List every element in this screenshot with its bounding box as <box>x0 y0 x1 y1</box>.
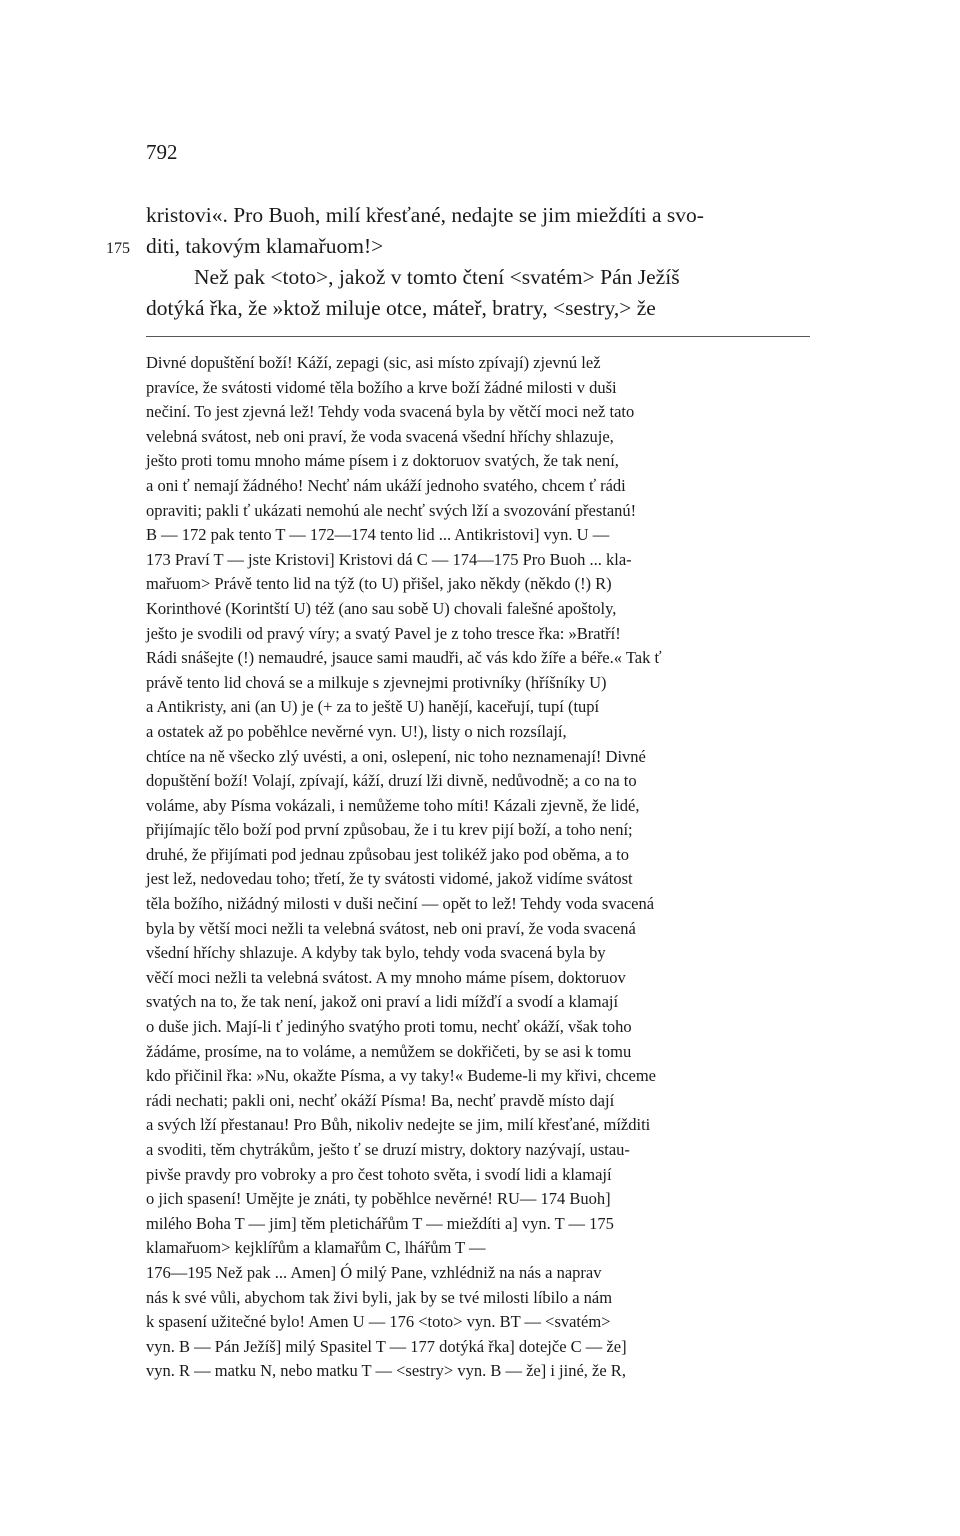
note-line: vyn. R — matku N, nebo matku T — <sestry> vyn. B — že] i jiné, že R, <box>146 1361 626 1381</box>
note-line: B — 172 pak tento T — 172—174 tento lid ... Antikristovi] vyn. U — <box>146 525 610 545</box>
main-text-line-content: diti, takovým klamařuom!> <box>146 234 384 258</box>
note-line: všední hříchy shlazuje. A kdyby tak bylo, tehdy voda svacená byla by <box>146 943 606 963</box>
note-line: o jich spasení! Umějte je znáti, ty poběhlce nevěrné! RU— 174 Buoh] <box>146 1189 611 1209</box>
note-line: Korinthové (Korintští U) též (ano sau sobě U) chovali falešné apoštoly, <box>146 598 617 618</box>
note-line: milého Boha T — jim] těm pletichářům T — mieždíti a] vyn. T — 175 <box>146 1213 614 1233</box>
note-line: voláme, aby Písma vokázali, i nemůžeme toho míti! Kázali zjevně, že lidé, <box>146 795 640 815</box>
note-line: Rádi snášejte (!) nemaudré, jsauce sami maudři, ač vás kdo žíře a béře.« Tak ť <box>146 648 662 668</box>
note-line: nečiní. To jest zjevná lež! Tehdy voda svacená byla by větčí moci než tato <box>146 402 635 422</box>
note-line: ješto je svodili od pravý víry; a svatý Pavel je z toho tresce řka: »Bratří! <box>146 623 621 643</box>
note-line: žádáme, prosíme, na to voláme, a nemůžem se dokřičeti, by se asi k tomu <box>146 1041 632 1061</box>
apparatus-notes <box>146 351 810 1384</box>
main-text-line: kristovi«. Pro Buoh, milí křesťané, nedajte se jim mieždíti a svo- <box>146 203 704 227</box>
note-line: dopuštění boží! Volají, zpívají, káží, druzí lži divně, nedůvodně; a co na to <box>146 771 637 791</box>
note-line: těla božího, nižádný milosti v duši nečiní — opět to lež! Tehdy voda svacená <box>146 894 655 914</box>
footnote-divider <box>146 336 810 337</box>
line-number: 175 <box>106 240 130 257</box>
note-line: mařuom> Právě tento lid na týž (to U) přišel, jako někdy (někdo (!) R) <box>146 574 612 594</box>
note-line: 176—195 Než pak ... Amen] Ó milý Pane, vzhlédniž na nás a naprav <box>146 1262 602 1282</box>
note-line: byla by větší moci nežli ta velebná svátost, neb oni praví, že voda svacená <box>146 918 636 938</box>
note-line: jest lež, nedovedau toho; třetí, že ty svátosti vidomé, jakož vidíme svátost <box>146 869 633 889</box>
note-line: a Antikristy, ani (an U) je (+ za to ještě U) hanějí, kaceřují, tupí (tupí <box>146 697 600 717</box>
note-line: a ostatek až po poběhlce nevěrné vyn. U!), listy o nich rozsílají, <box>146 721 567 741</box>
note-line: kdo přičinil řka: »Nu, okažte Písma, a vy taky!« Budeme-li my křivi, chceme <box>146 1066 656 1086</box>
note-line: pravíce, že svátosti vidomé těla božího a krve boží žádné milosti v duši <box>146 377 617 397</box>
note-line: Divné dopuštění boží! Káží, zepagi (sic, asi místo zpívají) zjevnú lež <box>146 353 601 372</box>
note-line: a svoditi, těm chytrákům, ješto ť se druzí mistry, doktory nazývají, ustau- <box>146 1140 630 1159</box>
note-line: věčí moci nežli ta velebná svátost. A my mnoho máme písem, doktoruov <box>146 967 626 987</box>
note-line: vyn. B — Pán Ježíš] milý Spasitel T — 177 dotýká řka] dotejče C — že] <box>146 1336 627 1356</box>
note-line: ješto proti tomu mnoho máme písem i z doktoruov svatých, že tak není, <box>146 451 619 471</box>
main-text-line: dotýká řka, že »ktož miluje otce, máteř, bratry, <sestry,> že <box>146 296 656 320</box>
note-line: opraviti; pakli ť ukázati nemohú ale nechť svých lží a svozování přestanú! <box>146 500 637 520</box>
main-text <box>106 200 810 324</box>
note-line: pivše pravdy pro vobroky a pro čest tohoto světa, i svodí lidi a klamají <box>146 1164 612 1184</box>
note-line: svatých na to, že tak není, jakož oni praví a lidi mížďí a svodí a klamají <box>146 992 619 1012</box>
page-number: 792 <box>146 140 178 164</box>
note-line: klamařuom> kejklířům a klamařům C, lhářům T — <box>146 1238 486 1258</box>
note-line: velebná svátost, neb oni praví, že voda svacená všední hříchy shlazuje, <box>146 426 614 446</box>
note-line: 173 Praví T — jste Kristovi] Kristovi dá C — 174—175 Pro Buoh ... kla- <box>146 549 632 569</box>
main-text-line <box>106 231 810 262</box>
note-line: druhé, že přijímati pod jednau způsobau jest tolikéž jako pod oběma, a to <box>146 844 629 864</box>
note-line: nás k své vůli, abychom tak živi byli, jak by se tvé milosti líbilo a nám <box>146 1287 613 1307</box>
note-line: a oni ť nemají žádného! Nechť nám ukáží jednoho svatého, chcem ť rádi <box>146 475 626 495</box>
note-line: přijímajíc tělo boží pod první způsobau, že i tu krev pijí boží, a toho není; <box>146 820 633 840</box>
note-line: k spasení užitečné bylo! Amen U — 176 <toto> vyn. BT — <svatém> <box>146 1312 611 1332</box>
note-line: právě tento lid chová se a milkuje s zjevnejmi protivníky (hříšníky U) <box>146 672 607 692</box>
main-text-line: Než pak <toto>, jakož v tomto čtení <svatém> Pán Ježíš <box>194 265 680 289</box>
note-line: chtíce na ně všecko zlý uvésti, a oni, oslepení, nic toho neznamenají! Divné <box>146 746 646 766</box>
note-line: a svých lží přestanau! Pro Bůh, nikoliv nedejte se jim, milí křesťané, mížditi <box>146 1115 651 1135</box>
note-line: rádi nechati; pakli oni, nechť okáží Písma! Ba, nechť pravdě místo dají <box>146 1090 615 1110</box>
note-line: o duše jich. Mají-li ť jedinýho svatýho proti tomu, nechť okáží, však toho <box>146 1017 632 1037</box>
